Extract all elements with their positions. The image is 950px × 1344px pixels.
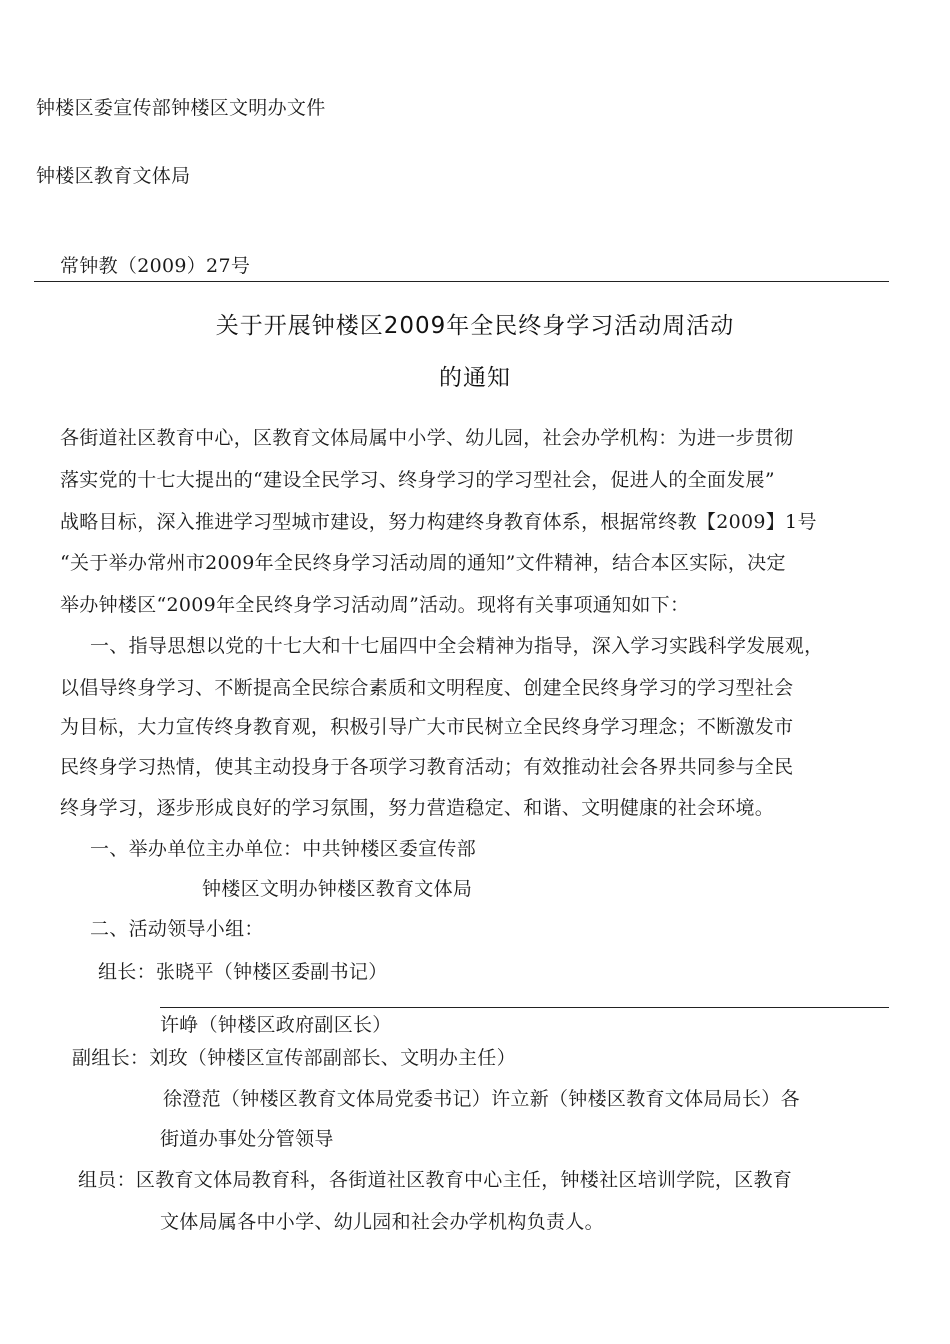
deputy-leader-2-line-1: 徐澄范（钟楼区教育文体局党委书记）许立新（钟楼区教育文体局局长）各 — [163, 1088, 800, 1110]
document-number: 常钟教（2009）27号 — [60, 255, 251, 277]
intro-line: 战略目标，深入推进学习型城市建设，努力构建终身教育体系，根据常终教【2009】1号 — [60, 511, 817, 533]
issuer-line-2: 钟楼区教育文体局 — [36, 165, 191, 187]
organizer-line-1: 一、举办单位主办单位：中共钟楼区委宣传部 — [90, 838, 477, 860]
intro-line: 落实党的十七大提出的“建设全民学习、终身学习的学习型社会，促进人的全面发展” — [60, 469, 775, 491]
group-leader-2: 许峥（钟楼区政府副区长） — [160, 1014, 392, 1036]
members-line-2: 文体局属各中小学、幼儿园和社会办学机构负责人。 — [160, 1211, 604, 1233]
leader-underline — [160, 1007, 889, 1008]
section1-line: 终身学习，逐步形成良好的学习氛围，努力营造稳定、和谐、文明健康的社会环境。 — [60, 797, 775, 819]
issuer-line-1: 钟楼区委宣传部钟楼区文明办文件 — [36, 97, 326, 119]
section1-line: 为目标，大力宣传终身教育观，积极引导广大市民树立全民终身学习理念；不断激发市 — [60, 716, 794, 738]
section1-line: 民终身学习热情，使其主动投身于各项学习教育活动；有效推动社会各界共同参与全民 — [60, 756, 794, 778]
document-title-line-2: 的通知 — [439, 365, 511, 391]
group-leader: 组长：张晓平（钟楼区委副书记） — [98, 961, 388, 983]
deputy-leader: 副组长：刘玫（钟楼区宣传部副部长、文明办主任） — [72, 1047, 516, 1069]
intro-line: “关于举办常州市2009年全民终身学习活动周的通知”文件精神，结合本区实际，决定 — [60, 552, 786, 574]
intro-line: 举办钟楼区“2009年全民终身学习活动周”活动。现将有关事项通知如下： — [60, 594, 690, 616]
members-line-1: 组员：区教育文体局教育科，各街道社区教育中心主任，钟楼社区培训学院，区教育 — [78, 1169, 793, 1191]
header-divider — [34, 281, 889, 282]
leadership-heading: 二、活动领导小组： — [90, 918, 264, 940]
deputy-leader-2-line-2: 街道办事处分管领导 — [160, 1128, 334, 1150]
section1-line: 以倡导终身学习、不断提高全民综合素质和文明程度、创建全民终身学习的学习型社会 — [60, 677, 794, 699]
document-title-line-1: 关于开展钟楼区2009年全民终身学习活动周活动 — [215, 313, 735, 339]
organizer-line-2: 钟楼区文明办钟楼区教育文体局 — [202, 878, 473, 900]
section1-line: 一、指导思想以党的十七大和十七届四中全会精神为指导，深入学习实践科学发展观， — [90, 635, 824, 657]
intro-line: 各街道社区教育中心，区教育文体局属中小学、幼儿园，社会办学机构：为进一步贯彻 — [60, 427, 794, 449]
